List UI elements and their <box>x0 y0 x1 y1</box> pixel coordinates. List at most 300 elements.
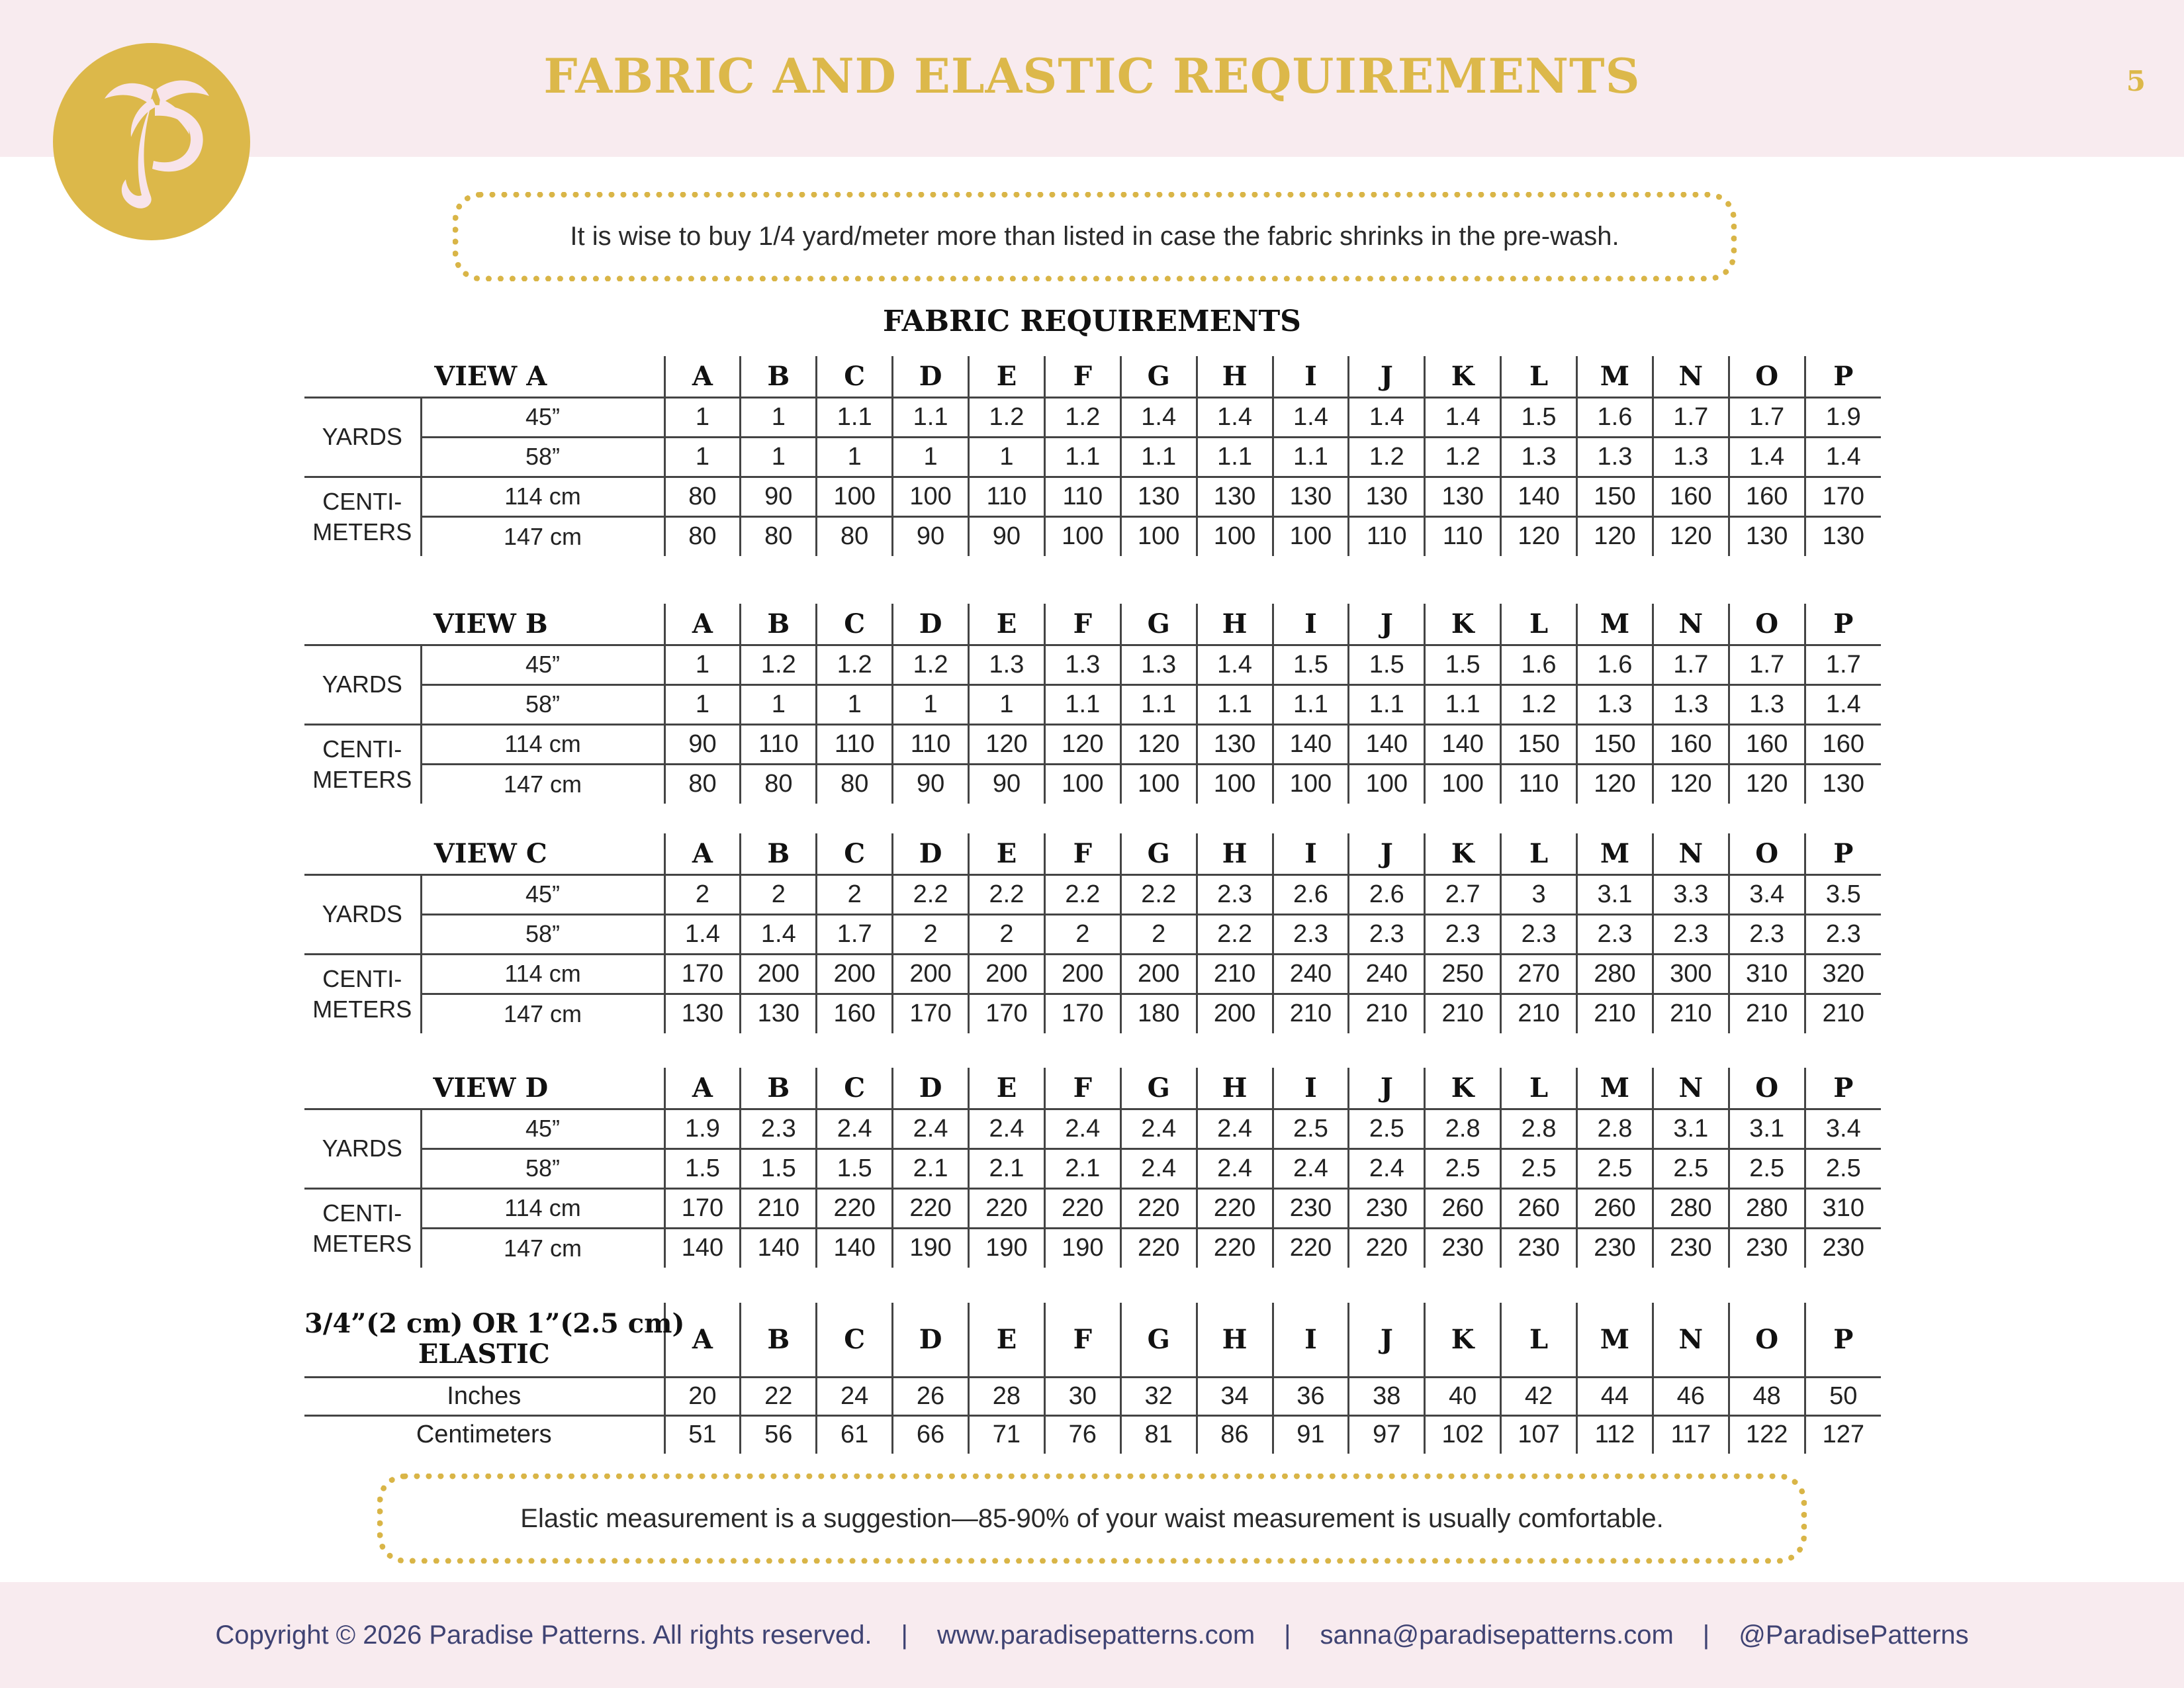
table-row <box>304 764 1881 804</box>
table-cell: 190 <box>1044 1228 1120 1268</box>
centimeters-label-line1: CENTI- <box>322 964 402 992</box>
table-cell: 2.3 <box>741 1109 817 1149</box>
table-header-row <box>304 604 1881 645</box>
table-cell: 2.3 <box>1349 914 1425 954</box>
elastic-note-text: Elastic measurement is a suggestion—85-90% of your waist measurement is usually comfortable. <box>520 1503 1664 1533</box>
table-cell: 2.6 <box>1273 874 1349 914</box>
table-cell: 120 <box>1120 724 1197 764</box>
table-cell: 32 <box>1120 1377 1197 1415</box>
table-cell: 3.4 <box>1729 874 1805 914</box>
table-cell: 2.4 <box>1120 1149 1197 1188</box>
table-cell: 34 <box>1197 1377 1273 1415</box>
size-header: F <box>1044 833 1120 874</box>
table-cell: 1.2 <box>893 645 969 684</box>
table-cell: 200 <box>741 954 817 994</box>
table-row <box>304 874 1881 914</box>
size-header: B <box>741 833 817 874</box>
table-cell: 3 <box>1501 874 1577 914</box>
table-cell: 1.3 <box>1729 684 1805 724</box>
table-cell: 2 <box>1044 914 1120 954</box>
size-header: N <box>1653 1068 1729 1109</box>
table-cell: 300 <box>1653 954 1729 994</box>
table-cell: 2 <box>741 874 817 914</box>
fabric-width-label: 114 cm <box>421 724 664 764</box>
table-cell: 40 <box>1425 1377 1501 1415</box>
table-cell: 120 <box>1501 516 1577 556</box>
table-cell: 1.4 <box>1349 397 1425 437</box>
table-cell: 100 <box>893 477 969 516</box>
size-header: B <box>741 604 817 645</box>
table-cell: 200 <box>1197 994 1273 1033</box>
table-cell: 320 <box>1805 954 1881 994</box>
table-cell: 80 <box>664 477 741 516</box>
table-cell: 1.4 <box>1120 397 1197 437</box>
table-cell: 200 <box>969 954 1045 994</box>
table-cell: 210 <box>1729 994 1805 1033</box>
size-header: A <box>664 1303 741 1377</box>
table-cell: 1.5 <box>1349 645 1425 684</box>
table-cell: 28 <box>969 1377 1045 1415</box>
size-header: F <box>1044 356 1120 397</box>
table-cell: 1.5 <box>664 1149 741 1188</box>
table-cell: 130 <box>1425 477 1501 516</box>
table-cell: 1 <box>893 437 969 477</box>
size-header: D <box>893 1068 969 1109</box>
table-row <box>304 954 1881 994</box>
table-row <box>304 645 1881 684</box>
table-cell: 1.7 <box>1729 645 1805 684</box>
table-cell: 1.1 <box>1273 684 1349 724</box>
table-cell: 150 <box>1577 724 1653 764</box>
table-cell: 220 <box>1044 1188 1120 1228</box>
table-cell: 1.3 <box>1653 437 1729 477</box>
size-header: O <box>1729 604 1805 645</box>
size-header: L <box>1501 833 1577 874</box>
size-header: P <box>1805 1303 1881 1377</box>
footer-website-link[interactable]: www.paradisepatterns.com <box>936 1620 1255 1650</box>
centimeters-label-line1: CENTI- <box>322 1199 402 1227</box>
table-cell: 1.7 <box>1653 397 1729 437</box>
table-cell: 130 <box>664 994 741 1033</box>
table-cell: 3.5 <box>1805 874 1881 914</box>
table-cell: 100 <box>1120 516 1197 556</box>
table-cell: 120 <box>1577 764 1653 804</box>
table-row <box>304 1149 1881 1188</box>
elastic-table <box>304 1303 1881 1454</box>
table-cell: 1.4 <box>1805 684 1881 724</box>
footer-social-link[interactable]: @ParadisePatterns <box>1739 1620 1969 1650</box>
elastic-unit-label: Inches <box>304 1377 664 1415</box>
table-cell: 110 <box>741 724 817 764</box>
table-cell: 1 <box>664 684 741 724</box>
table-cell: 107 <box>1501 1415 1577 1454</box>
table-cell: 310 <box>1729 954 1805 994</box>
table-cell: 100 <box>1120 764 1197 804</box>
table-cell: 2.5 <box>1501 1149 1577 1188</box>
centimeters-group-label <box>304 954 421 1033</box>
size-header: E <box>969 604 1045 645</box>
table-cell: 1.3 <box>1501 437 1577 477</box>
table-cell: 1.1 <box>1197 437 1273 477</box>
table-cell: 2.8 <box>1501 1109 1577 1149</box>
table-cell: 220 <box>1197 1188 1273 1228</box>
table-cell: 100 <box>1044 764 1120 804</box>
table-cell: 170 <box>969 994 1045 1033</box>
table-cell: 220 <box>1273 1228 1349 1268</box>
table-cell: 1 <box>969 437 1045 477</box>
size-header: E <box>969 1303 1045 1377</box>
table-cell: 1.2 <box>817 645 893 684</box>
table-cell: 80 <box>664 764 741 804</box>
table-cell: 100 <box>1044 516 1120 556</box>
size-header: M <box>1577 1303 1653 1377</box>
table-cell: 2.3 <box>1425 914 1501 954</box>
size-header: J <box>1349 356 1425 397</box>
table-cell: 1.7 <box>1653 645 1729 684</box>
table-cell: 66 <box>893 1415 969 1454</box>
table-cell: 1.2 <box>969 397 1045 437</box>
table-cell: 190 <box>893 1228 969 1268</box>
view-label: VIEW B <box>304 604 664 645</box>
table-cell: 1.4 <box>1197 397 1273 437</box>
table-cell: 2.3 <box>1501 914 1577 954</box>
size-header: C <box>817 1303 893 1377</box>
table-cell: 250 <box>1425 954 1501 994</box>
table-cell: 280 <box>1653 1188 1729 1228</box>
table-cell: 38 <box>1349 1377 1425 1415</box>
size-header: K <box>1425 604 1501 645</box>
table-cell: 2 <box>969 914 1045 954</box>
table-cell: 100 <box>1273 764 1349 804</box>
table-cell: 260 <box>1577 1188 1653 1228</box>
table-cell: 2.3 <box>1805 914 1881 954</box>
table-cell: 230 <box>1349 1188 1425 1228</box>
table-cell: 1 <box>969 684 1045 724</box>
table-cell: 2.5 <box>1425 1149 1501 1188</box>
table-cell: 220 <box>1120 1188 1197 1228</box>
table-cell: 200 <box>893 954 969 994</box>
table-header-row <box>304 1068 1881 1109</box>
size-header: O <box>1729 1303 1805 1377</box>
size-header: A <box>664 833 741 874</box>
section-title: FABRIC REQUIREMENTS <box>883 305 1301 338</box>
table-cell: 1 <box>741 437 817 477</box>
table-cell: 51 <box>664 1415 741 1454</box>
size-header: D <box>893 833 969 874</box>
table-cell: 180 <box>1120 994 1197 1033</box>
centimeters-label-line1: CENTI- <box>322 487 402 515</box>
table-cell: 2.2 <box>1044 874 1120 914</box>
page-title: FABRIC AND ELASTIC REQUIREMENTS <box>543 48 1641 104</box>
fabric-width-label: 114 cm <box>421 477 664 516</box>
table-cell: 76 <box>1044 1415 1120 1454</box>
centimeters-group-label <box>304 477 421 556</box>
table-cell: 120 <box>1729 764 1805 804</box>
table-cell: 310 <box>1805 1188 1881 1228</box>
size-header: G <box>1120 833 1197 874</box>
size-header: L <box>1501 356 1577 397</box>
table-cell: 220 <box>969 1188 1045 1228</box>
table-cell: 2.4 <box>1044 1109 1120 1149</box>
table-cell: 110 <box>969 477 1045 516</box>
size-header: H <box>1197 833 1273 874</box>
size-header: O <box>1729 833 1805 874</box>
table-cell: 46 <box>1653 1377 1729 1415</box>
table-cell: 120 <box>1577 516 1653 556</box>
table-cell: 1.2 <box>741 645 817 684</box>
fabric-table-view-c <box>304 833 1881 1033</box>
table-cell: 170 <box>1805 477 1881 516</box>
table-cell: 200 <box>1044 954 1120 994</box>
fabric-table-view-a <box>304 356 1881 556</box>
table-cell: 280 <box>1577 954 1653 994</box>
table-cell: 61 <box>817 1415 893 1454</box>
table-cell: 1.2 <box>1425 437 1501 477</box>
table-cell: 1.2 <box>1349 437 1425 477</box>
table-cell: 1.9 <box>1805 397 1881 437</box>
size-header: N <box>1653 1303 1729 1377</box>
table-cell: 220 <box>1349 1228 1425 1268</box>
table-cell: 48 <box>1729 1377 1805 1415</box>
size-header: K <box>1425 356 1501 397</box>
view-label: VIEW A <box>304 356 664 397</box>
table-cell: 1.1 <box>1349 684 1425 724</box>
table-cell: 1.2 <box>1044 397 1120 437</box>
table-cell: 1 <box>664 645 741 684</box>
table-cell: 1.5 <box>1273 645 1349 684</box>
table-cell: 1.7 <box>1805 645 1881 684</box>
table-cell: 230 <box>1273 1188 1349 1228</box>
size-header: C <box>817 356 893 397</box>
table-cell: 130 <box>1805 764 1881 804</box>
table-cell: 230 <box>1501 1228 1577 1268</box>
table-cell: 81 <box>1120 1415 1197 1454</box>
footer-separator: | <box>901 1620 908 1650</box>
table-cell: 1.3 <box>1120 645 1197 684</box>
table-cell: 3.1 <box>1577 874 1653 914</box>
table-cell: 220 <box>1120 1228 1197 1268</box>
elastic-unit-label: Centimeters <box>416 1421 552 1449</box>
table-cell: 130 <box>1273 477 1349 516</box>
table-cell: 2.3 <box>1653 914 1729 954</box>
table-row <box>304 1415 1881 1454</box>
table-cell: 220 <box>893 1188 969 1228</box>
table-cell: 170 <box>664 1188 741 1228</box>
size-header: B <box>741 1303 817 1377</box>
size-header: G <box>1120 1303 1197 1377</box>
table-cell: 130 <box>1729 516 1805 556</box>
size-header: P <box>1805 1068 1881 1109</box>
table-cell: 130 <box>1197 477 1273 516</box>
footer <box>0 1620 2184 1650</box>
table-row <box>304 397 1881 437</box>
table-cell: 90 <box>741 477 817 516</box>
table-cell: 2 <box>664 874 741 914</box>
fabric-width-label: 147 cm <box>421 994 664 1033</box>
size-header: E <box>969 1068 1045 1109</box>
table-cell: 230 <box>1425 1228 1501 1268</box>
table-cell: 1.1 <box>1044 684 1120 724</box>
table-cell: 2.5 <box>1729 1149 1805 1188</box>
table-cell: 90 <box>969 764 1045 804</box>
size-header: O <box>1729 1068 1805 1109</box>
prewash-note <box>453 192 1737 281</box>
table-cell: 210 <box>1501 994 1577 1033</box>
table-cell: 1.1 <box>1044 437 1120 477</box>
size-header: M <box>1577 604 1653 645</box>
table-cell: 127 <box>1805 1415 1881 1454</box>
table-cell: 210 <box>1273 994 1349 1033</box>
table-cell: 120 <box>1653 764 1729 804</box>
table-cell: 3.3 <box>1653 874 1729 914</box>
table-row <box>304 684 1881 724</box>
table-cell: 100 <box>1273 516 1349 556</box>
table-cell: 56 <box>741 1415 817 1454</box>
fabric-width-label: 45” <box>421 1109 664 1149</box>
size-header: I <box>1273 604 1349 645</box>
table-cell: 1.1 <box>1273 437 1349 477</box>
table-cell: 1.2 <box>1501 684 1577 724</box>
table-cell: 2.4 <box>1120 1109 1197 1149</box>
size-header: I <box>1273 1068 1349 1109</box>
centimeters-label-line2: METERS <box>312 995 412 1023</box>
table-cell: 150 <box>1577 477 1653 516</box>
size-header: F <box>1044 1303 1120 1377</box>
fabric-width-label: 45” <box>421 645 664 684</box>
table-cell: 160 <box>1653 724 1729 764</box>
size-header: D <box>893 604 969 645</box>
table-cell: 1.1 <box>1120 437 1197 477</box>
footer-email-link[interactable]: sanna@paradisepatterns.com <box>1320 1620 1674 1650</box>
yards-group-label: YARDS <box>304 874 421 954</box>
table-cell: 2.1 <box>893 1149 969 1188</box>
table-cell: 1.7 <box>817 914 893 954</box>
table-cell: 270 <box>1501 954 1577 994</box>
size-header: C <box>817 604 893 645</box>
footer-copyright: Copyright © 2026 Paradise Patterns. All rights reserved. <box>215 1620 872 1650</box>
size-header: L <box>1501 1068 1577 1109</box>
table-cell: 210 <box>1425 994 1501 1033</box>
size-header: J <box>1349 1303 1425 1377</box>
table-cell: 20 <box>664 1377 741 1415</box>
table-cell: 1.7 <box>1729 397 1805 437</box>
table-cell: 100 <box>1197 764 1273 804</box>
size-header: A <box>664 604 741 645</box>
size-header: M <box>1577 833 1653 874</box>
table-cell: 1.4 <box>1273 397 1349 437</box>
size-header: P <box>1805 604 1881 645</box>
centimeters-label-line1: CENTI- <box>322 735 402 763</box>
size-header: H <box>1197 1068 1273 1109</box>
yards-group-label: YARDS <box>304 1109 421 1188</box>
table-cell: 2.4 <box>893 1109 969 1149</box>
table-cell: 2.4 <box>817 1109 893 1149</box>
table-cell: 1 <box>741 684 817 724</box>
table-cell: 1.5 <box>1425 645 1501 684</box>
table-row <box>304 724 1881 764</box>
table-cell: 122 <box>1729 1415 1805 1454</box>
size-header: C <box>817 833 893 874</box>
table-cell: 90 <box>893 516 969 556</box>
table-cell: 2 <box>1120 914 1197 954</box>
table-cell: 140 <box>1501 477 1577 516</box>
size-header: D <box>893 356 969 397</box>
table-cell: 1.3 <box>1577 437 1653 477</box>
table-cell: 42 <box>1501 1377 1577 1415</box>
size-header: K <box>1425 1303 1501 1377</box>
table-cell: 280 <box>1729 1188 1805 1228</box>
table-cell: 1.5 <box>741 1149 817 1188</box>
size-header: I <box>1273 356 1349 397</box>
table-cell: 1.3 <box>1044 645 1120 684</box>
size-header: L <box>1501 604 1577 645</box>
size-header: G <box>1120 604 1197 645</box>
table-cell: 80 <box>741 764 817 804</box>
size-header: A <box>664 1068 741 1109</box>
size-header: H <box>1197 1303 1273 1377</box>
table-row <box>304 1109 1881 1149</box>
table-cell: 90 <box>664 724 741 764</box>
table-cell: 1.4 <box>1805 437 1881 477</box>
table-cell: 130 <box>1805 516 1881 556</box>
table-cell: 80 <box>741 516 817 556</box>
table-cell: 100 <box>1425 764 1501 804</box>
view-label: VIEW D <box>304 1068 664 1109</box>
table-cell: 110 <box>817 724 893 764</box>
table-cell: 160 <box>1653 477 1729 516</box>
size-header: N <box>1653 604 1729 645</box>
table-cell: 2.5 <box>1273 1109 1349 1149</box>
table-cell: 2.4 <box>969 1109 1045 1149</box>
table-cell: 2.1 <box>969 1149 1045 1188</box>
size-header: G <box>1120 356 1197 397</box>
table-cell: 2.8 <box>1577 1109 1653 1149</box>
table-cell: 2.2 <box>1197 914 1273 954</box>
table-cell: 90 <box>893 764 969 804</box>
table-cell: 1.4 <box>1425 397 1501 437</box>
table-cell: 170 <box>1044 994 1120 1033</box>
elastic-label-line2: ELASTIC <box>418 1338 550 1370</box>
table-cell: 1.1 <box>1425 684 1501 724</box>
table-cell: 230 <box>1653 1228 1729 1268</box>
table-cell: 2.3 <box>1197 874 1273 914</box>
table-cell: 160 <box>817 994 893 1033</box>
table-row <box>304 1188 1881 1228</box>
table-cell: 230 <box>1577 1228 1653 1268</box>
table-row <box>304 1377 1881 1415</box>
table-cell: 91 <box>1273 1415 1349 1454</box>
table-cell: 1.6 <box>1577 645 1653 684</box>
prewash-note-text: It is wise to buy 1/4 yard/meter more than listed in case the fabric shrinks in the pre-wash. <box>570 222 1619 251</box>
table-row <box>304 1228 1881 1268</box>
size-header: E <box>969 833 1045 874</box>
size-header: P <box>1805 356 1881 397</box>
table-cell: 24 <box>817 1377 893 1415</box>
fabric-width-label: 58” <box>421 1149 664 1188</box>
table-row <box>304 437 1881 477</box>
table-cell: 2.3 <box>1273 914 1349 954</box>
table-cell: 26 <box>893 1377 969 1415</box>
table-cell: 2.4 <box>1273 1149 1349 1188</box>
table-cell: 110 <box>1501 764 1577 804</box>
table-cell: 1.1 <box>817 397 893 437</box>
table-cell: 44 <box>1577 1377 1653 1415</box>
table-cell: 2.4 <box>1349 1149 1425 1188</box>
elastic-label-line1: 3/4”(2 cm) OR 1”(2.5 cm) <box>304 1308 685 1340</box>
size-header: B <box>741 356 817 397</box>
size-header: N <box>1653 833 1729 874</box>
size-header: N <box>1653 356 1729 397</box>
